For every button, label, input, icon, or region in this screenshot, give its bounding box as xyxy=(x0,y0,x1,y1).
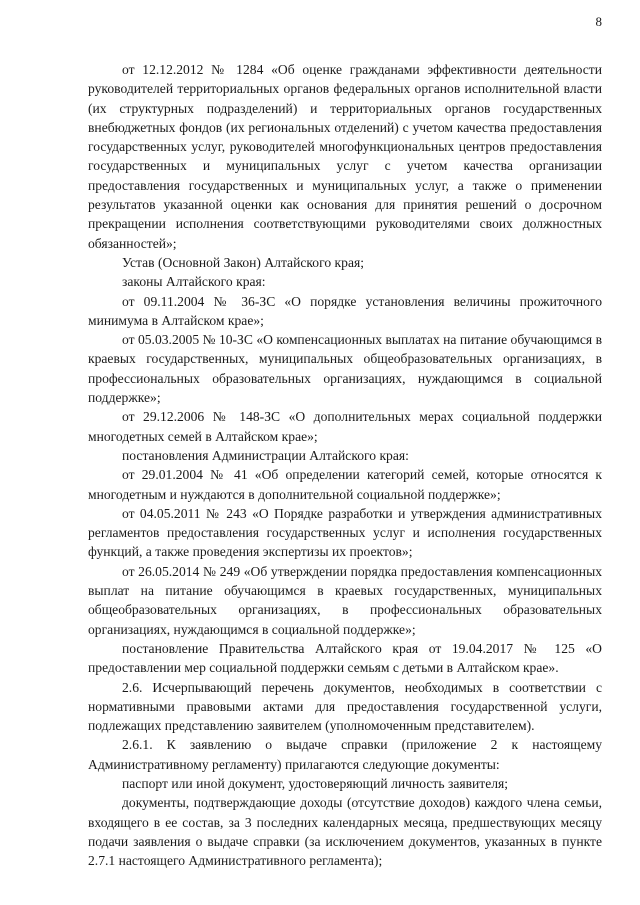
page-number: 8 xyxy=(595,14,602,29)
paragraph-law-10zs: от 05.03.2005 № 10-ЗС «О компенсационных выплатах на питание обучающимся в краевых государственных, муниципальных общеобразовательных организациях, в профессиональных образовательных организациях, нуждающимся в социальной поддержке»; xyxy=(88,332,602,406)
paragraph-resolution-249: от 26.05.2014 № 249 «Об утверждении порядка предоставления компенсационных выплат на питание обучающимся в краевых государственных, муниципальных общеобразовательных организациях, в профессиональных образовательных организациях, нуждающимся в социальной поддержке»; xyxy=(88,563,602,637)
paragraph-resolution-243: от 04.05.2011 № 243 «О Порядке разработки и утверждения административных регламентов предоставления государственных услуг и исполнения государственных функций, а также проведения экспертизы их проектов»; xyxy=(88,505,602,560)
paragraph-section-2-6-1: 2.6.1. К заявлению о выдаче справки (приложение 2 к настоящему Административному регламенту) прилагаются следующие документы: xyxy=(88,737,602,772)
paragraph-decree-1284: от 12.12.2012 № 1284 «Об оценке гражданами эффективности деятельности руководителей территориальных органов федеральных органов исполнительной власти (их структурных подразделений) и территориальных органов государственных внебюджетных фондов (их региональных отделений) с учетом качества предоставления государственных услуг, руководителей многофункциональных центров предоставления государственных и муниципальных услуг с учетом качества организации предоставления государственных и муниципальных услуг, а также о применении результатов указанной оценки как основания для принятия решений о досрочном прекращении исполнения соответствующими руководителями своих должностных обязанностей»; xyxy=(88,62,602,251)
paragraph-government-resolution-125: постановление Правительства Алтайского края от 19.04.2017 № 125 «О предоставлении мер социальной поддержки семьям с детьми в Алтайском крае». xyxy=(88,640,602,676)
paragraph-resolutions-heading: постановления Администрации Алтайского края: xyxy=(122,447,409,463)
paragraph-law-36zs: от 09.11.2004 № 36-ЗС «О порядке установления величины прожиточного минимума в Алтайском крае»; xyxy=(88,293,602,328)
paragraph-section-2-6: 2.6. Исчерпывающий перечень документов, необходимых в соответствии с нормативными правовыми актами для предоставления государственной услуги, подлежащих представлению заявителем (уполномоченным представителем). xyxy=(88,679,602,734)
paragraph-resolution-41: от 29.01.2004 № 41 «Об определении категорий семей, которые относятся к многодетным и нуждаются в дополнительной социальной поддержке»; xyxy=(88,467,602,502)
paragraph-passport: паспорт или иной документ, удостоверяющий личность заявителя; xyxy=(122,775,509,791)
paragraph-law-148zs: от 29.12.2006 № 148-ЗС «О дополнительных мерах социальной поддержки многодетных семей в Алтайском крае»; xyxy=(88,409,602,444)
paragraph-laws-heading: законы Алтайского края: xyxy=(122,274,266,290)
document-body xyxy=(88,60,602,870)
paragraph-income-documents: документы, подтверждающие доходы (отсутствие доходов) каждого члена семьи, входящего в ее состав, за 3 последних календарных месяца, предшествующих месяцу подачи заявления о выдаче справки (за исключением документов, указанных в пункте 2.7.1 настоящего Административного регламента); xyxy=(88,795,602,869)
paragraph-charter: Устав (Основной Закон) Алтайского края; xyxy=(122,254,365,270)
